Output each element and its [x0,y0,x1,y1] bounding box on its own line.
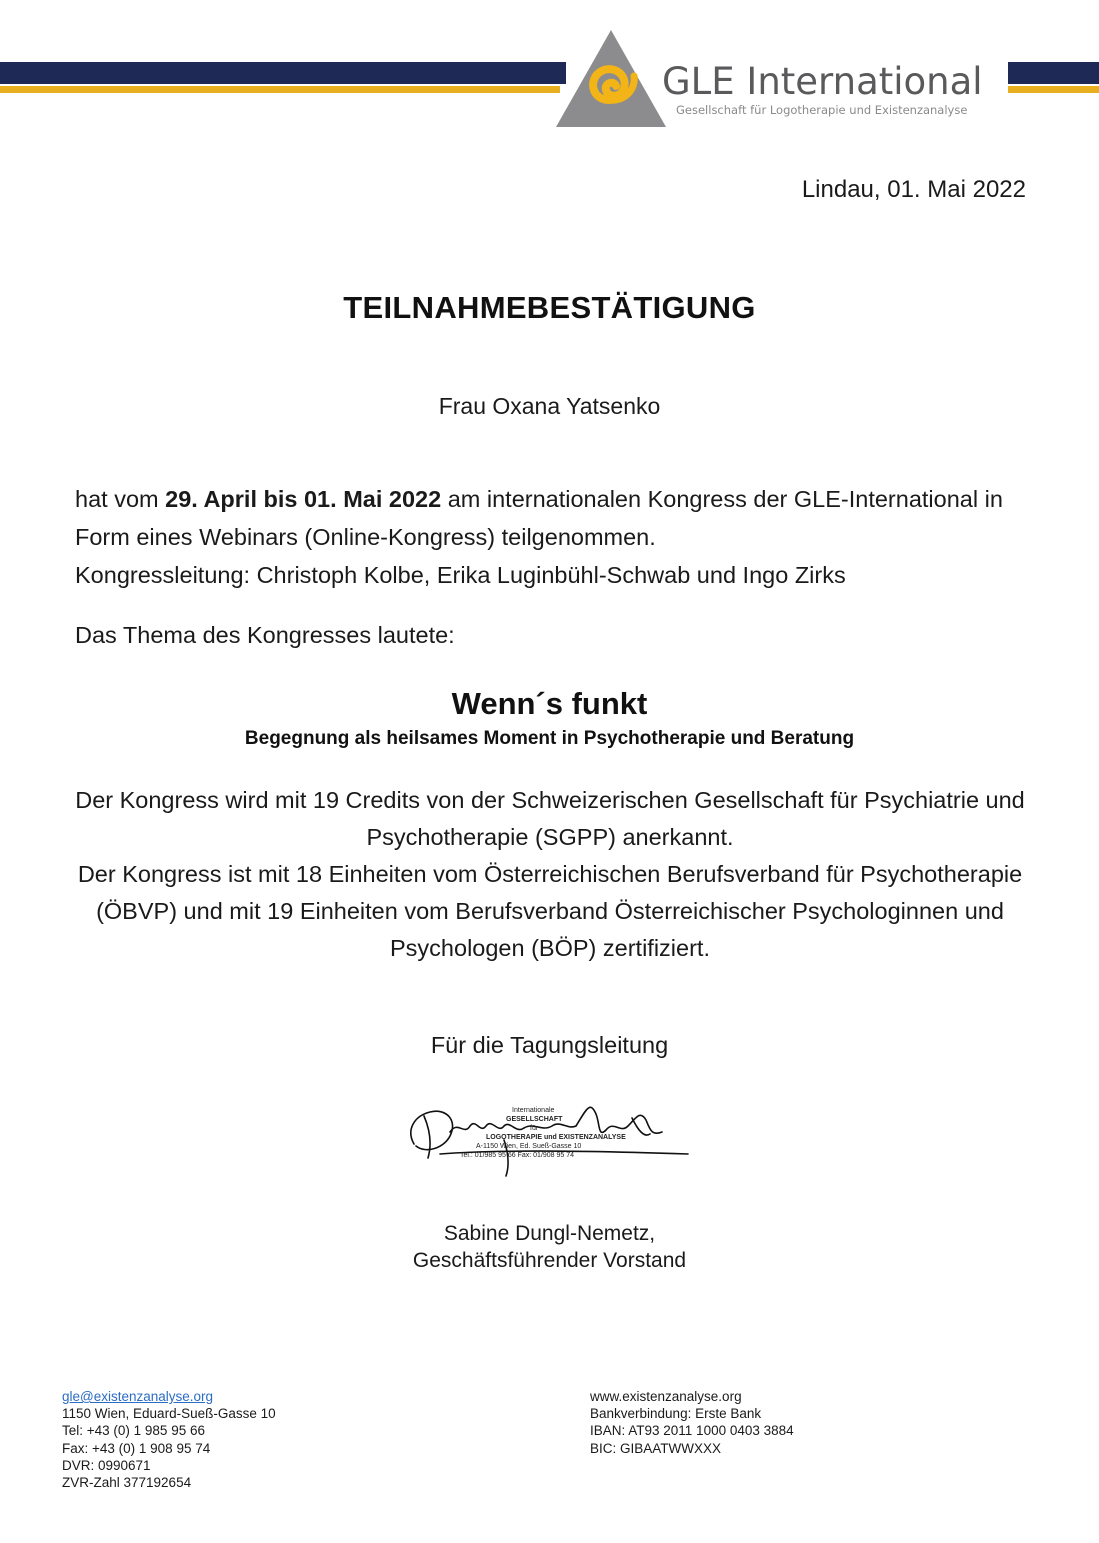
footer-bank [590,1388,794,1457]
footer-bic: BIC: GIBAATWWXXX [590,1440,722,1456]
participation-suffix: am internationalen Kongress der GLE-International in Form eines Webinars (Online-Kongress) teilgenommen. [75,486,1003,550]
footer-website: www.existenzanalyse.org [590,1389,742,1404]
header-bar-right-gold [1008,86,1099,93]
footer-bank-name: Bankverbindung: Erste Bank [590,1406,762,1422]
logo-tagline: Gesellschaft für Logotherapie und Existenzanalyse [676,103,968,117]
footer-fax: Fax: +43 (0) 1 908 95 74 [62,1440,211,1456]
signer-name: Sabine Dungl-Nemetz, [443,1222,656,1245]
header-bar-right-navy [1008,62,1099,84]
footer-address: 1150 Wien, Eduard-Sueß-Gasse 10 [62,1406,276,1422]
footer-email-link[interactable]: gle@existenzanalyse.org [62,1389,214,1404]
signature-intro: Für die Tagungsleitung [430,1032,669,1058]
credits-section [60,782,1040,967]
theme-title: Wenn´s funkt [451,686,648,721]
header-bar-left-gold [0,86,560,93]
footer-zvr: ZVR-Zahl 377192654 [62,1475,192,1491]
logo-title: GLE International [662,60,983,103]
credits-sgpp: Der Kongress wird mit 19 Credits von der Schweizerischen Gesellschaft für Psychiatrie und Psychotherapie (SGPP) anerkannt. [75,787,1025,850]
stamp-line-3: für [530,1125,539,1132]
participation-prefix: hat vom [75,486,166,512]
stamp-line-6: Tel.: 01/985 95 66 Fax: 01/908 95 74 [460,1152,575,1159]
participation-period: 29. April bis 01. Mai 2022 [165,486,442,512]
recipient-name: Frau Oxana Yatsenko [438,393,661,419]
footer-dvr: DVR: 0990671 [62,1457,151,1473]
footer-iban: IBAN: AT93 2011 1000 0403 3884 [590,1423,794,1439]
congress-leadership: Kongressleitung: Christoph Kolbe, Erika Luginbühl-Schwab und Ingo Zirks [75,562,846,588]
stamp-line-1: Internationale [512,1107,555,1114]
letter-date: Lindau, 01. Mai 2022 [801,176,1026,203]
gle-logo-icon [552,28,670,130]
footer-contact [62,1388,276,1491]
signer-block [0,1220,1099,1274]
theme-subtitle: Begegnung als heilsames Moment in Psychotherapie und Beratung [244,728,855,749]
stamp-line-5: A-1150 Wien, Ed. Sueß-Gasse 10 [476,1143,582,1150]
signature-stamp [400,1090,700,1190]
signer-role: Geschäftsführender Vorstand [412,1249,687,1272]
stamp-line-2: GESELLSCHAFT [506,1116,563,1123]
stamp-line-4: LOGOTHERAPIE und EXISTENZANALYSE [486,1134,626,1141]
header-bar-left-navy [0,62,566,84]
credits-oebvp: Der Kongress ist mit 18 Einheiten vom Österreichischen Berufsverband für Psychotherapie (ÖBVP) und mit 19 Einheiten vom Berufsverband Österreichischer Psychologinnen und Psychologen (BÖP) zertifiziert. [77,861,1023,961]
document-title: TEILNAHMEBESTÄTIGUNG [343,290,756,325]
participation-paragraph [75,480,1035,594]
footer-tel: Tel: +43 (0) 1 985 95 66 [62,1423,205,1439]
theme-intro: Das Thema des Kongresses lautete: [75,622,455,648]
